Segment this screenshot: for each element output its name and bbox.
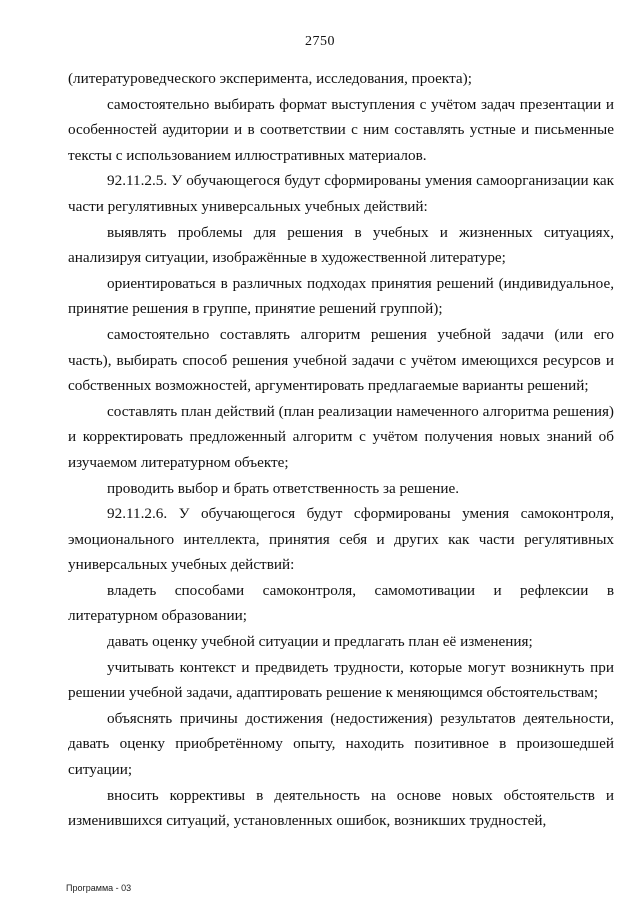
page-number: 2750: [305, 34, 335, 49]
paragraph: учитывать контекст и предвидеть трудности, которые могут возникнуть при решении учебной задачи, адаптировать решение к меняющимся обстоятельствам;: [68, 658, 614, 702]
document-body: [68, 66, 614, 834]
section-heading-paragraph: 92.11.2.6. У обучающегося будут сформированы умения самоконтроля, эмоционального интеллекта, принятия себя и других как части регулятивных универсальных учебных действий:: [68, 505, 614, 574]
paragraph: ориентироваться в различных подходах принятия решений (индивидуальное, принятие решения в группе, принятие решений группой);: [68, 274, 614, 318]
paragraph: выявлять проблемы для решения в учебных и жизненных ситуациях, анализируя ситуации, изображённые в художественной литературе;: [68, 223, 614, 267]
paragraph: объяснять причины достижения (недостижения) результатов деятельности, давать оценку приобретённому опыту, находить позитивное в произошедшей ситуации;: [68, 709, 614, 779]
footer-label: Программа - 03: [66, 883, 132, 893]
section-heading-paragraph: 92.11.2.5. У обучающегося будут сформированы умения самоорганизации как части регулятивных универсальных учебных действий:: [68, 172, 614, 215]
paragraph: самостоятельно выбирать формат выступления с учётом задач презентации и особенностей аудитории и в соответствии с ним составлять устные и письменные тексты с использованием иллюстративных материалов.: [68, 95, 614, 164]
paragraph: давать оценку учебной ситуации и предлагать план её изменения;: [107, 633, 533, 651]
paragraph: самостоятельно составлять алгоритм решения учебной задачи (или его часть), выбирать способ решения учебной задачи с учётом имеющихся ресурсов и собственных возможностей, аргументировать предлагаемые варианты решений;: [68, 325, 614, 395]
paragraph: вносить коррективы в деятельность на основе новых обстоятельств и изменившихся ситуаций, установленных ошибок, возникших трудностей,: [68, 786, 614, 830]
paragraph: (литературоведческого эксперимента, исследования, проекта);: [68, 70, 472, 87]
paragraph: владеть способами самоконтроля, самомотивации и рефлексии в литературном образовании;: [68, 581, 614, 625]
paragraph: проводить выбор и брать ответственность за решение.: [107, 479, 460, 497]
paragraph: составлять план действий (план реализации намеченного алгоритма решения) и корректировать предложенный алгоритм с учётом получения новых знаний об изучаемом литературном объекте;: [68, 402, 614, 471]
